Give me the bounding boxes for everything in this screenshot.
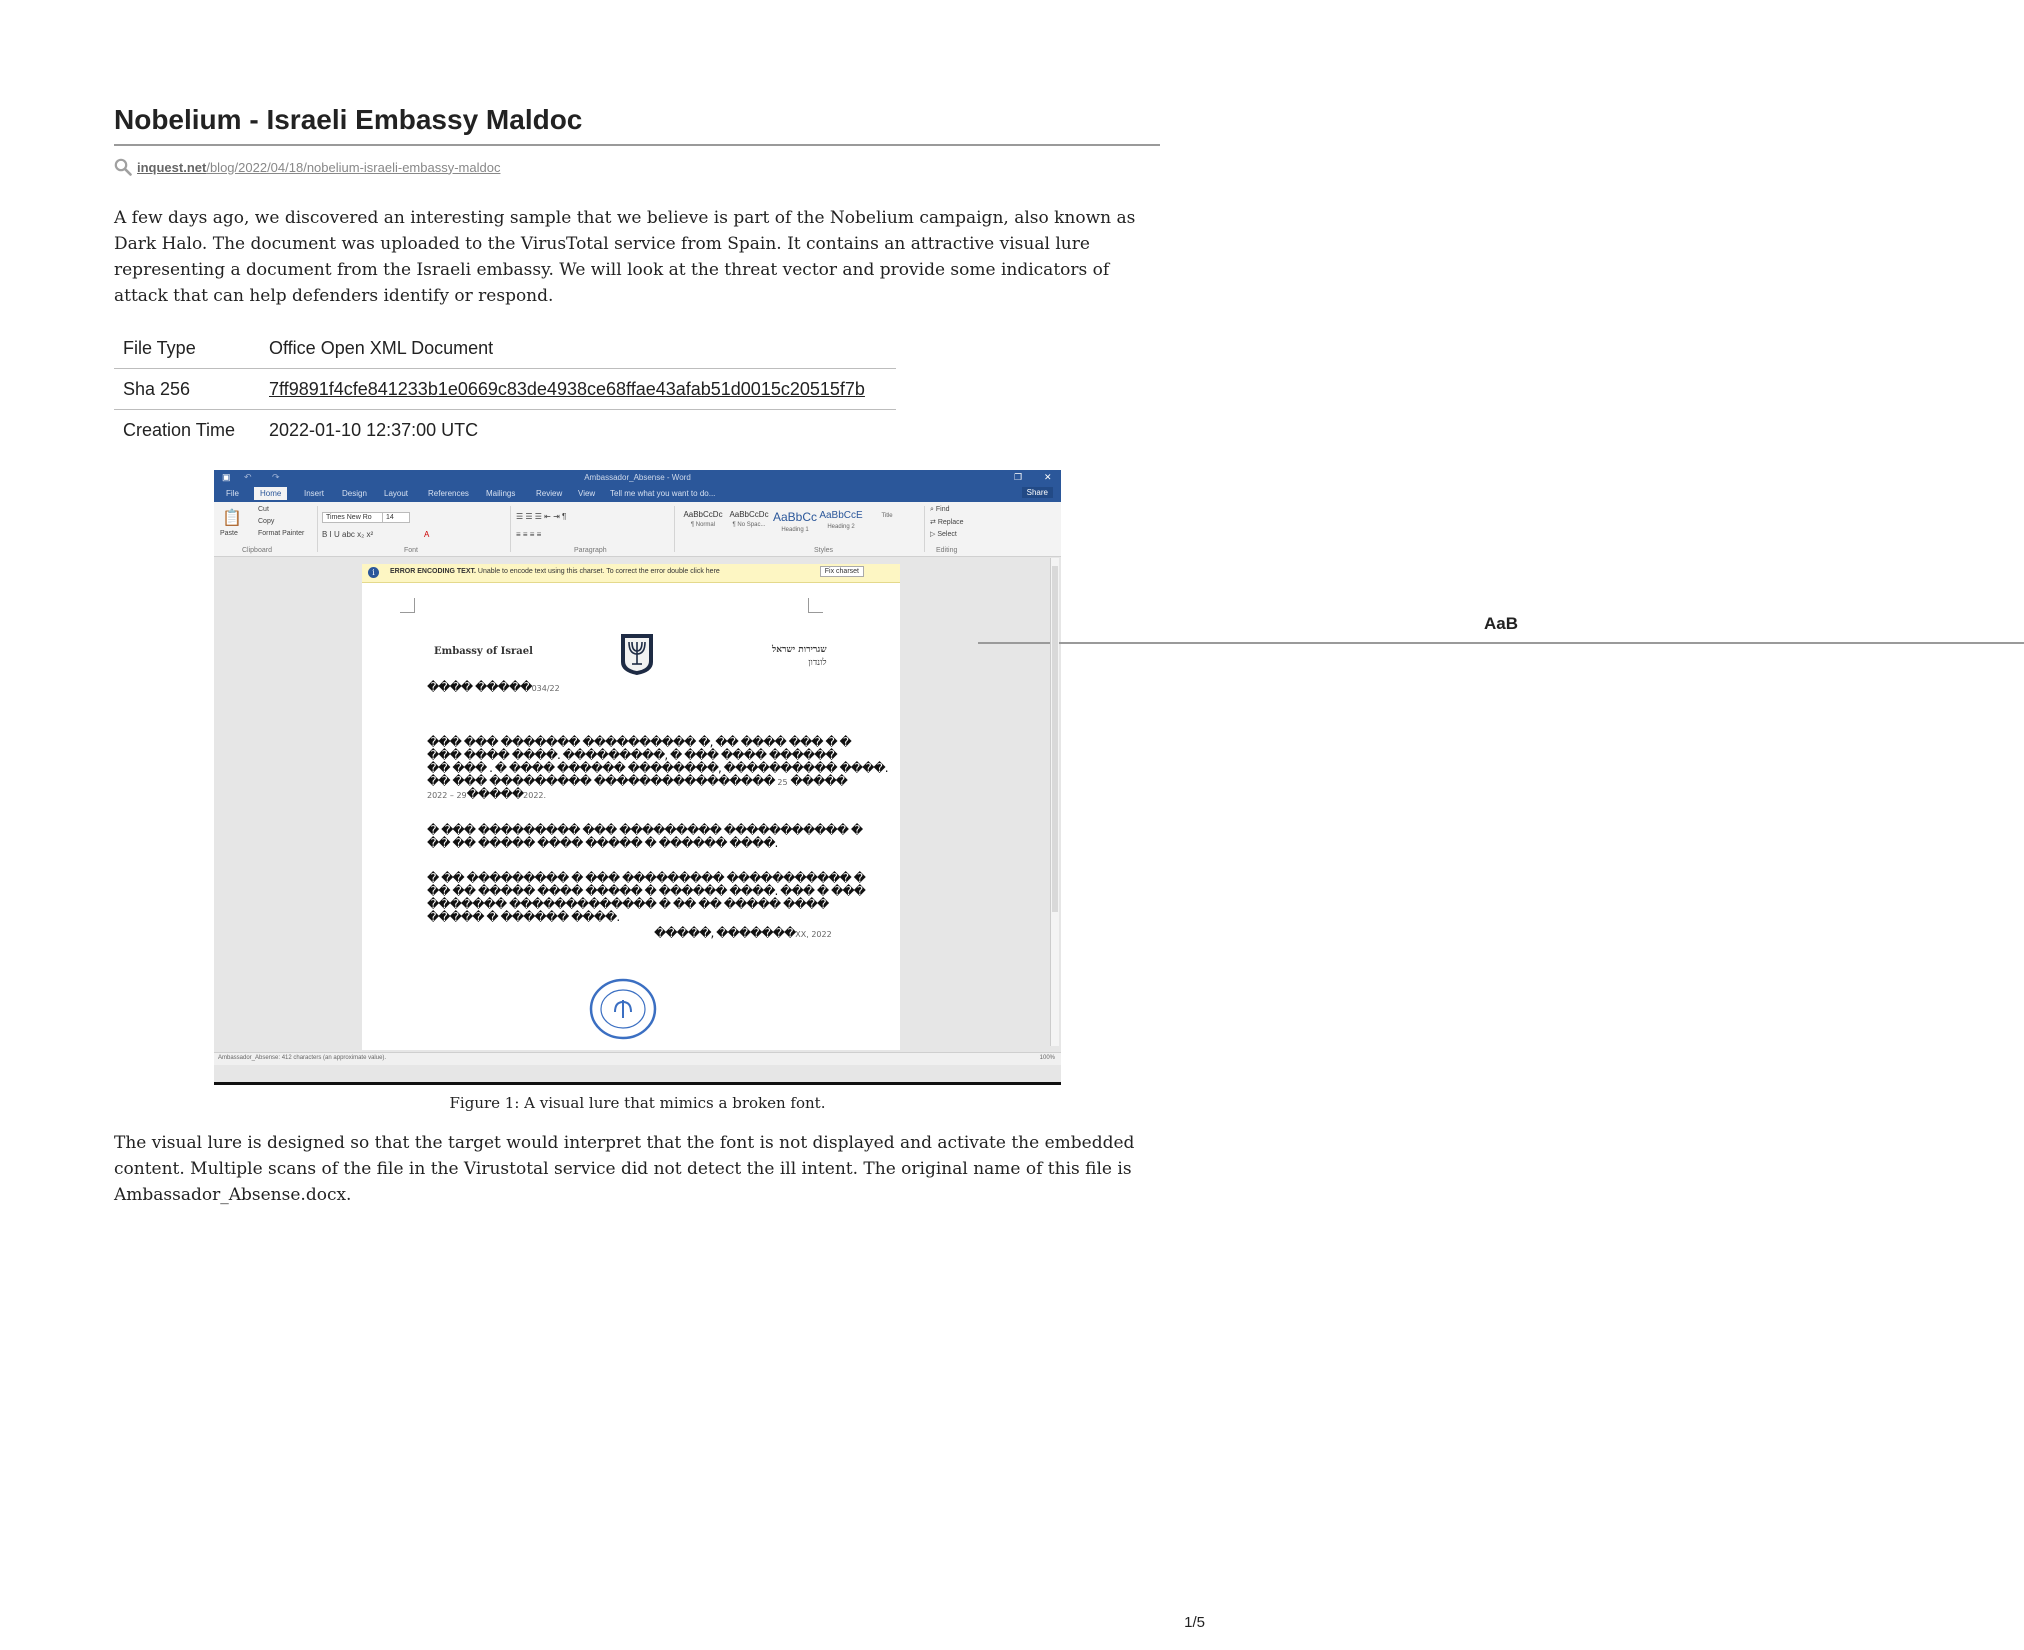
restore-icon: ❐ xyxy=(1014,472,1023,482)
group-label-styles: Styles xyxy=(814,547,834,554)
table-row xyxy=(114,328,896,369)
tell-me-search[interactable]: Tell me what you want to do... xyxy=(610,489,716,498)
group-label-paragraph: Paragraph xyxy=(574,547,607,554)
embassy-name-en: Embassy of Israel xyxy=(434,646,533,657)
redo-icon: ↷ xyxy=(272,472,280,482)
garbled-text-line: ��� ��� ������� ���������� �, �� ���� ��� � � xyxy=(427,735,851,749)
file-metadata-table xyxy=(114,328,896,450)
sha256-link[interactable]: 7ff9891f4cfe841233b1e0669c83de4938ce68ffae43afab51d0015c20515f7b xyxy=(269,378,865,399)
garbled-text-line: � ��� ��������� ��� ��������� ����������� � xyxy=(427,823,863,837)
tab-references[interactable]: References xyxy=(428,489,469,498)
paste-icon: 📋 xyxy=(222,510,242,527)
metadata-key: Creation Time xyxy=(123,419,236,440)
fix-charset-button[interactable]: Fix charset xyxy=(820,566,864,577)
garbled-text-line: 2022 – 29�����2022. xyxy=(427,787,547,801)
info-icon: i xyxy=(368,567,379,578)
metadata-value: Office Open XML Document xyxy=(260,328,896,369)
list-icons[interactable]: ☰ ☰ ☰ ⇤ ⇥ ¶ xyxy=(516,512,567,521)
metadata-key: Sha 256 xyxy=(114,369,260,410)
find-button[interactable]: ⌕ Find xyxy=(930,506,950,513)
intro-paragraph: A few days ago, we discovered an interesting sample that we believe is part of the Nobelium campaign, also known as Dark Halo. The document was uploaded to the VirusTotal service from Spain. It contains an attractive visual lure representing a document from the Israeli embassy. We will look at the threat vector and provide some indicators of attack that can help defenders identify or respond. xyxy=(114,208,1136,306)
source-domain[interactable]: inquest.net xyxy=(137,159,207,175)
select-button[interactable]: ▷ Select xyxy=(930,531,957,538)
garbled-text-line: � �� ��������� � ��� ��������� ����������� � xyxy=(427,871,865,885)
font-name-box[interactable]: Times New Ro xyxy=(322,512,384,523)
margin-mark xyxy=(400,598,415,613)
copy-button[interactable]: Copy xyxy=(258,518,275,525)
tab-home[interactable]: Home xyxy=(254,487,287,500)
table-row xyxy=(114,410,896,451)
close-icon: ✕ xyxy=(1044,472,1052,482)
menorah-emblem-icon xyxy=(617,632,657,676)
search-icon xyxy=(114,158,132,176)
divider xyxy=(510,506,511,552)
cut-button[interactable]: Cut xyxy=(258,506,269,513)
group-label-editing: Editing xyxy=(936,547,958,554)
tab-review[interactable]: Review xyxy=(536,489,563,498)
error-encoding-bar xyxy=(362,564,900,583)
style-normal[interactable]: AaBbCcDc ¶ Normal xyxy=(683,510,723,528)
garbled-text-line: �� �� ����� ���� ����� � ������ ����. ��� � ��� xyxy=(427,884,865,898)
metadata-key: File Type xyxy=(114,328,260,369)
ribbon-tabs xyxy=(214,486,1061,502)
bold-italic-underline-icons[interactable]: B I U abc x₂ x² xyxy=(322,530,374,539)
garbled-text-line: ����� � ������ ����. xyxy=(427,910,620,924)
window-title: Ambassador_Absense - Word xyxy=(584,473,691,482)
embassy-name-he: שגרירות ישראל לונדון xyxy=(772,645,827,668)
tab-mailings[interactable]: Mailings xyxy=(486,489,516,498)
garbled-text-line: �� ��� ��������� ���������������� 25 ����� xyxy=(427,774,847,788)
date-line: �����, �������XX, 2022 xyxy=(654,926,832,940)
error-message: ERROR ENCODING TEXT. Unable to encode text using this charset. To correct the error double click here xyxy=(390,568,720,575)
page-title: Nobelium - Israeli Embassy Maldoc xyxy=(114,104,1160,146)
outro-paragraph: The visual lure is designed so that the target would interpret that the font is not displayed and activate the embedded content. Multiple scans of the file in the Virustotal service did not detect the ill intent. The original name of this file is Ambassador_Absense.docx. xyxy=(114,1133,1135,1205)
tab-layout[interactable]: Layout xyxy=(384,489,409,498)
divider xyxy=(317,506,318,552)
share-button[interactable]: Share xyxy=(1022,487,1053,498)
style-heading2[interactable]: AaBbCcE Heading 2 xyxy=(819,510,863,530)
zoom-level[interactable]: 100% xyxy=(1039,1055,1055,1061)
margin-mark xyxy=(808,598,823,613)
align-icons[interactable]: ≡ ≡ ≡ ≡ xyxy=(516,530,542,539)
garbled-text-line: ��� ���� ����. ���������, � ��� ���� ������ xyxy=(427,748,837,762)
status-bar xyxy=(214,1052,1061,1065)
figure-caption: Figure 1: A visual lure that mimics a broken font. xyxy=(449,1094,826,1112)
paste-button[interactable]: Paste xyxy=(220,530,238,537)
style-heading1[interactable]: AaBbCc Heading 1 xyxy=(772,510,818,533)
status-text: Ambassador_Absense: 412 characters (an approximate value). xyxy=(218,1055,387,1061)
table-row xyxy=(114,369,896,410)
word-title-bar xyxy=(214,470,1061,486)
metadata-value: 2022-01-10 12:37:00 UTC xyxy=(269,419,479,440)
ref-line: ���� �����034/22 xyxy=(427,680,560,694)
garbled-text-line: �� ��� . � ���� ������ ��������, ���������� ����. xyxy=(427,761,888,775)
garbled-text-line: ������� ������������� � �� �� ����� ���� xyxy=(427,897,829,911)
scrollbar-thumb[interactable] xyxy=(1052,566,1058,912)
font-size-box[interactable]: 14 xyxy=(382,512,410,523)
embassy-stamp-icon xyxy=(588,978,658,1040)
font-color-icon[interactable]: A xyxy=(424,530,430,539)
style-no-spacing[interactable]: AaBbCcDc ¶ No Spac... xyxy=(729,510,769,528)
divider xyxy=(924,506,925,552)
group-label-font: Font xyxy=(404,547,419,554)
page-number: 1/5 xyxy=(1184,1614,1205,1631)
vertical-scrollbar[interactable] xyxy=(1050,558,1059,1046)
tab-design[interactable]: Design xyxy=(342,489,367,498)
replace-button[interactable]: ⇄ Replace xyxy=(930,519,964,526)
garbled-text-line: �� �� ����� ���� ����� � ������ ����. xyxy=(427,836,778,850)
undo-icon: ↶ xyxy=(244,472,252,482)
source-path[interactable]: /blog/2022/04/18/nobelium-israeli-embassy-maldoc xyxy=(206,159,501,175)
format-painter-button[interactable]: Format Painter xyxy=(258,530,305,537)
save-icon: ▣ xyxy=(222,472,231,482)
divider xyxy=(674,506,675,552)
figure-word-screenshot xyxy=(214,470,1518,1085)
tab-insert[interactable]: Insert xyxy=(304,489,325,498)
tab-view[interactable]: View xyxy=(578,489,596,498)
tab-file[interactable]: File xyxy=(226,489,239,498)
group-label-clipboard: Clipboard xyxy=(242,547,272,554)
style-title[interactable]: AaB Title xyxy=(864,510,910,519)
source-link[interactable] xyxy=(114,158,500,176)
